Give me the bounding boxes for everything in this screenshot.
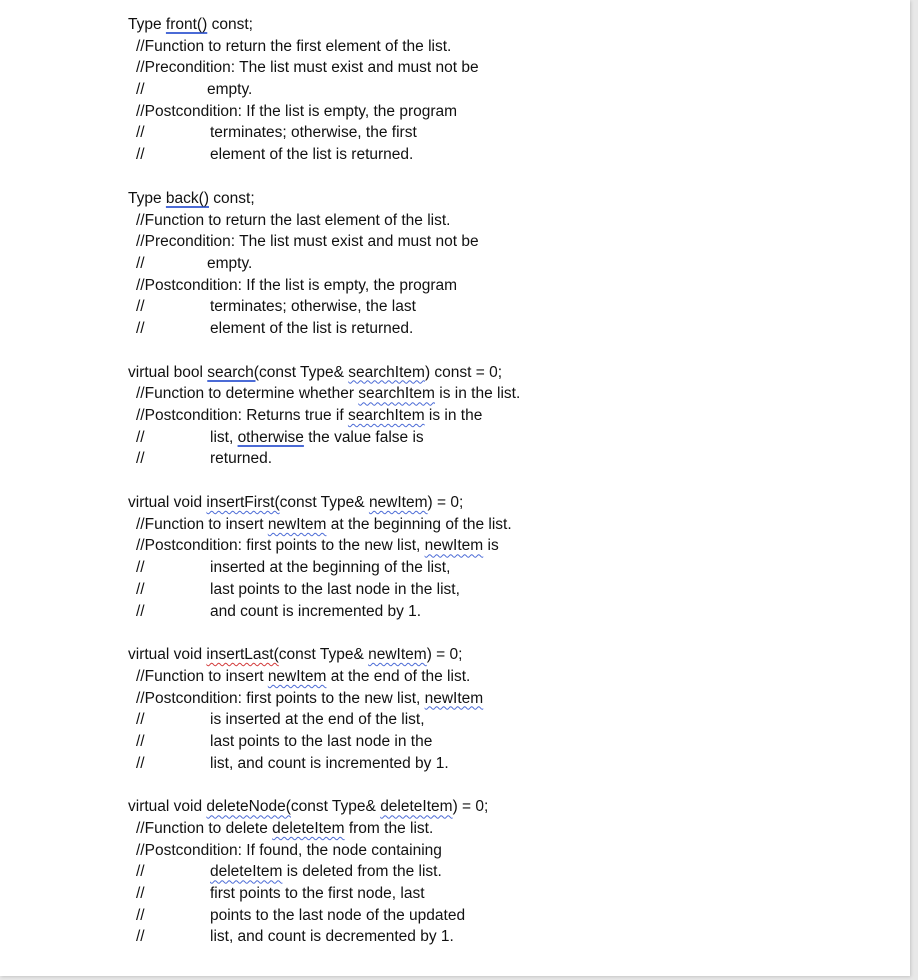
comment-line: //Postcondition: If found, the node containing [136, 841, 442, 859]
document-body [128, 14, 520, 948]
comment-line: //Function to insert newItem at the end of the list. [136, 667, 471, 685]
spell-flag-newitem[interactable]: newItem [368, 494, 428, 512]
spell-flag-deleteitem[interactable]: deleteItem [380, 798, 453, 816]
spell-flag-back[interactable]: back() [165, 189, 209, 207]
signature-front: Type front() const; [128, 16, 253, 33]
comment-line: //Function to return the last element of the list. [136, 211, 451, 229]
comment-line: //Postcondition: If the list is empty, the program [136, 102, 458, 120]
signature-search: virtual bool search(const Type& searchItem) const = 0; [128, 363, 503, 381]
spell-flag-word[interactable]: deleteItem [272, 820, 345, 837]
comment-line: //Postcondition: If the list is empty, the program [136, 276, 458, 294]
comment-line: // last points to the last node in the list, [136, 580, 460, 598]
comment-line: // list, and count is decremented by 1. [136, 928, 454, 946]
spell-flag-word[interactable]: newItem [267, 667, 327, 685]
comment-line: //Postcondition: first points to the new list, newItem [136, 689, 484, 707]
comment-line: // deleteItem is deleted from the list. [136, 863, 442, 881]
spell-flag-deletenode[interactable]: deleteNode( [206, 798, 291, 816]
spell-flag-word[interactable]: newItem [424, 689, 484, 707]
comment-line: // empty. [136, 81, 253, 99]
signature-deletenode: virtual void deleteNode(const Type& deleteItem) = 0; [128, 798, 489, 816]
comment-line: // terminates; otherwise, the first [136, 124, 417, 142]
comment-line: //Precondition: The list must exist and must not be [136, 233, 479, 251]
spell-flag-front[interactable]: front() [165, 16, 208, 33]
comment-line: // is inserted at the end of the list, [136, 711, 425, 729]
spell-flag-searchitem[interactable]: searchItem [348, 363, 425, 381]
signature-back: Type back() const; [128, 189, 255, 207]
comment-line: //Precondition: The list must exist and must not be [136, 59, 479, 77]
comment-line: // inserted at the beginning of the list, [136, 559, 451, 577]
comment-line: // empty. [136, 254, 253, 272]
comment-line: //Function to insert newItem at the beginning of the list. [136, 515, 512, 533]
grammar-flag-otherwise[interactable]: otherwise [237, 428, 304, 446]
spell-flag-word[interactable]: newItem [424, 537, 484, 555]
comment-line: //Function to determine whether searchItem is in the list. [136, 385, 521, 403]
spell-flag-word[interactable]: deleteItem [210, 863, 283, 881]
comment-line: // list, otherwise the value false is [136, 428, 424, 446]
comment-line: // element of the list is returned. [136, 319, 414, 337]
comment-line: //Function to delete deleteItem from the list. [136, 820, 434, 837]
spell-flag-newitem[interactable]: newItem [368, 646, 427, 664]
spell-flag-word[interactable]: searchItem [347, 407, 425, 424]
comment-line: //Postcondition: first points to the new list, newItem is [136, 537, 499, 555]
comment-line: // returned. [136, 450, 273, 468]
signature-insertlast: virtual void insertLast(const Type& newItem) = 0; [128, 646, 463, 664]
comment-line: // last points to the last node in the [136, 732, 433, 750]
comment-line: // list, and count is incremented by 1. [136, 754, 449, 772]
spell-flag-search[interactable]: search( [207, 363, 259, 381]
spell-flag-word[interactable]: newItem [267, 515, 327, 533]
signature-insertfirst: virtual void insertFirst(const Type& newItem) = 0; [128, 494, 464, 512]
spell-flag-insertfirst[interactable]: insertFirst( [206, 494, 280, 512]
comment-line: // element of the list is returned. [136, 146, 414, 164]
comment-line: //Postcondition: Returns true if searchItem is in the [136, 407, 483, 424]
comment-line: // points to the last node of the updated [136, 906, 466, 924]
spell-flag-insertlast[interactable]: insertLast( [206, 646, 279, 664]
comment-line: // first points to the first node, last [136, 885, 425, 903]
comment-line: // terminates; otherwise, the last [136, 298, 416, 316]
comment-line: //Function to return the first element of the list. [136, 37, 452, 55]
spell-flag-word[interactable]: searchItem [358, 385, 435, 403]
comment-line: // and count is incremented by 1. [136, 602, 422, 620]
